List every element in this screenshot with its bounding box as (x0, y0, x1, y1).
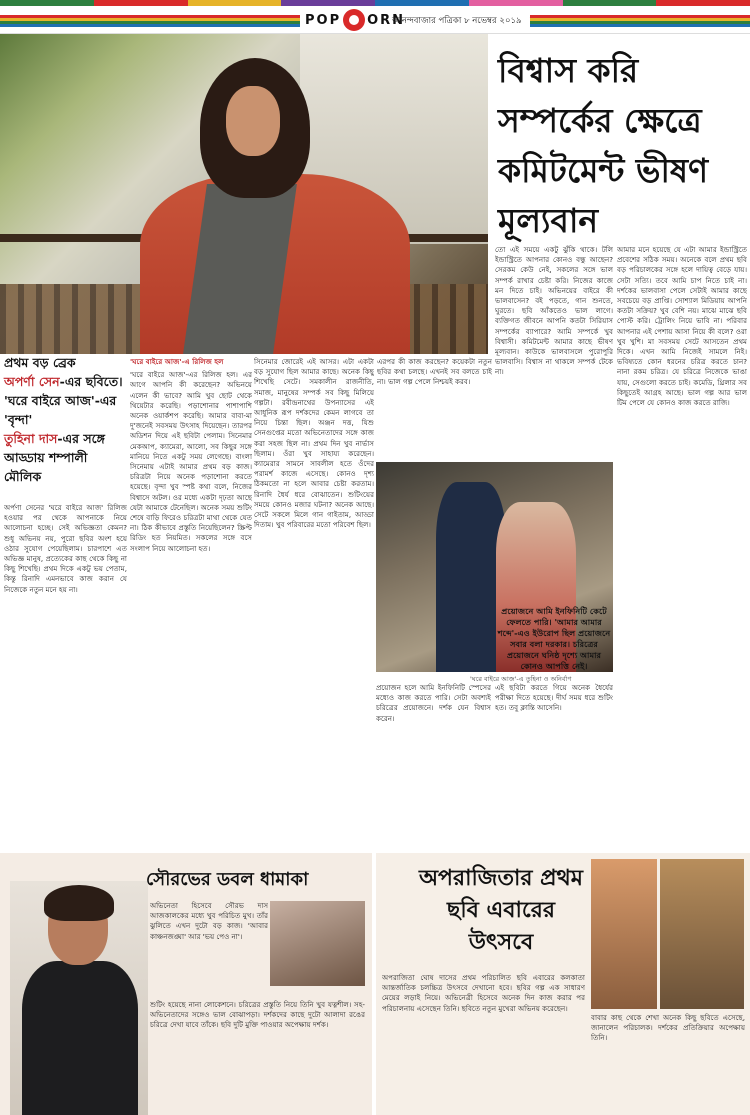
masthead-stripes-left (0, 15, 300, 27)
body-column-6 (617, 245, 747, 845)
panel-sourav-text-2 (150, 1000, 365, 1112)
panel-aparajita-photo-2 (660, 859, 744, 1009)
body-column-5 (495, 245, 613, 605)
film-still-caption: 'ঘরে বাইরে আজ'-এ তুহিনা ও অনির্বাণ (470, 675, 572, 683)
body-column-4 (377, 357, 492, 459)
body-text-1: অর্পণা সেনের 'ঘরে বাইরে আজ' রিলিজ হওয়ার পর থেকে আপনাকে নিয়ে আলোচনা হচ্ছে। সেই অভিজ্ঞতা কেমন? শুধু অভিনয় নয়, পুরো ছবির অংশ হয়ে ওঠার সুযোগ পেয়েছিলাম। চারপাশে এত অভিজ্ঞ মানুষ, প্রত্যেকের কাছ থেকে কিছু না কিছু শিখেছি। প্রথম দিকে একটু ভয় পেতাম, কিন্তু রিনাদি এমনভাবে কাজ করান যে নিজেকে নতুন মনে হয় না। (4, 503, 127, 594)
pull-quote: প্রয়োজনে আমি ইনফিনিটি কেটে ফেলতে পারি। 'আমার আমার শব্দে'-এও ইউরোপ ছিল প্রয়োজনে সবার বলা দরকার। চরিত্রের প্রয়োজনে ঘনিষ্ঠ দৃশ্যে আমার কোনও আপত্তি নেই। (497, 606, 611, 671)
panel-sourav-text-1 (150, 901, 268, 997)
body-text-3: সিনেমার জোরেই এই আসর। এটা একটা বড় সুযোগ ছিল আমার কাছে। অনেক কিছু শিখেছি সেটে। সমকালীন রাজনীতি, সমাজ, মানুষের সম্পর্ক সব কিছু মিলিয়ে গল্পটা। রবীন্দ্রনাথের উপন্যাসের এই আধুনিক রূপ দর্শকদের কেমন লাগবে তা নিয়ে চিন্তা ছিল। অঞ্জন দত্ত, যিশু সেনগুপ্তের মতো অভিনেতাদের সঙ্গে কাজ করা সহজ ছিল না। প্রথম দিন খুব নার্ভাস ছিলাম। ওঁরা খুব সাহায্য করেছেন। ক্যামেরার সামনে সাবলীল হতে ওঁদের পরামর্শ কাজে এসেছে। কোনও দৃশ্য ঠিকমতো না হলে আবার চেষ্টা করতাম। রিনাদি ধৈর্য ধরে বোঝাতেন। শুটিংয়ের সময়ে কোনও মজার ঘটনা? অনেক আছে। সেটে সকলে মিলে গান গাইতাম, আড্ডা দিতাম। খুব পরিবারের মতো পরিবেশ ছিল। (254, 357, 374, 530)
intro-name-tuhina: তুহিনা দাস (4, 431, 58, 446)
popcorn-logo-icon (343, 9, 365, 31)
body-column-3 (254, 357, 374, 842)
body-lead-in: 'ঘরে বাইরে আজ'-এ রিলিজ হল (130, 357, 224, 366)
panel-sourav-para-2: শুটিং হয়েছে নানা লোকেশনে। চরিত্রের প্রস্তুতি নিয়ে তিনি খুব যত্নশীল। সহ-অভিনেতাদের সঙ্গেও ভাল বোঝাপড়া। দর্শকদের কাছে দুটো আলাদা রঙের চরিত্রে দেখা যাবে তাঁকে। ছবি দুটি মুক্তি পাওয়ার অপেক্ষায় দর্শক। (150, 1000, 365, 1030)
popcorn-logo[interactable] (305, 8, 405, 32)
panel-sourav-inset-photo (270, 901, 365, 986)
body-text-5: তো এই সময়ে একটু ঝুঁকি থাকে। টলি ইন্ডাস্ট্রিতে আপনার কোনও বন্ধু আছেন? সেরকম কেউ নেই, সকলের সঙ্গে ভাল সম্পর্ক রাখার চেষ্টা করি। নিজের কাজে মন দিতে চাই। অভিনয়ের বাইরে কী ভালবাসেন? বই পড়তে, গান শুনতে, ঘুরতে। ছবি আঁকতেও ভাল লাগে। ব্যক্তিগত জীবনে আপনি কতটা সিরিয়াস সম্পর্কের ব্যাপারে? আমি সম্পর্কে খুব বিশ্বাসী। কমিটমেন্ট আমার কাছে ভীষণ মূল্যবান। কাউকে ভালবাসলে পুরোপুরি ভালবাসি। বিশ্বাস না থাকলে সম্পর্ক টেকে না। (495, 245, 613, 377)
headline: বিশ্বাস করি সম্পর্কের ক্ষেত্রে কমিটমেন্ট ভীষণ মূল্যবান (498, 51, 709, 240)
intro-line1: প্রথম বড় ব্রেক (4, 355, 76, 370)
panel-aparajita-text-2 (591, 1013, 745, 1113)
body-column-2 (130, 357, 252, 842)
body-column-1 (4, 503, 127, 843)
panel-aparajita-photo-1 (591, 859, 657, 1009)
intro-name-aparna: অপর্ণা সেন (4, 374, 60, 389)
panel-sourav-title: সৌরভের ডবল ধামাকা (146, 869, 309, 890)
lead-photo (0, 34, 488, 354)
panel-aparajita (376, 853, 750, 1115)
body-column-7 (376, 683, 491, 843)
panel-aparajita-title: অপরাজিতার প্রথম ছবি এবারের উৎসবে (419, 866, 583, 955)
masthead-stripes-right (530, 15, 750, 27)
logo-text-right: ORN (367, 12, 406, 28)
intro-line3: -এর সঙ্গে আড্ডায় শম্পালী মৌলিক (4, 431, 105, 484)
body-text-8: এই ছবিটা করতে গিয়ে অনেক ধৈর্যের পরীক্ষা দিতে হয়েছে। দীর্ঘ সময় ধরে শুটিং হত। তবু ক্লান্তি আসেনি। (495, 683, 613, 713)
sourav-photo (10, 881, 148, 1115)
panel-aparajita-para-2: বাবার কাছ থেকে শেখা অনেক কিছু ছবিতে এসেছে, জানালেন পরিচালক। দর্শকের প্রতিক্রিয়ার অপেক্ষায় তিনি। (591, 1013, 745, 1043)
dateline-text: আনন্দবাজার পত্রিকা ৮ নভেম্বর ২০১৯ (392, 16, 522, 26)
body-text-4: এরপর কী কাজ করছেন? কয়েকটা নতুন ছবির কথা চলছে। এখনই সব বলতে চাই না। ভাল গল্প পেলে নিশ্চয়ই করব। (377, 357, 492, 387)
panel-aparajita-para-1: অপরাজিতা ঘোষ দাসের প্রথম পরিচালিত ছবি এবারের কলকাতা আন্তর্জাতিক চলচ্চিত্র উৎসবে দেখানো হবে। ছবির গল্প এক সাধারণ মেয়ের লড়াই নিয়ে। অভিনেত্রী হিসেবে অনেক দিন কাজ করার পর পরিচালনায় এসেছেন তিনি। ছবিতে নতুন মুখেরা অভিনয় করেছেন। (382, 973, 585, 1013)
body-text-7: প্রয়োজন হলে আমি ইনফিনিটি স্পেসের মধ্যেও কাজ করতে পারি। সেটা অবশ্যই চরিত্রের প্রয়োজনে। দর্শক যেন বিশ্বাস করেন। (376, 683, 491, 723)
body-text-6: আমার মনে হয়েছে যে এটা আমার ইন্ডাস্ট্রিতে প্রবেশের সঠিক সময়। অনেকে বলে প্রথম ছবি বড় পরিচালকের সঙ্গে হলে দায়িত্ব বেড়ে যায়। সেটা সত্যি। তবে আমি চাপ নিতে চাই না। দর্শকের ভালবাসা পেলে সেটাই আমার কাছে সবচেয়ে বড় প্রাপ্তি। সোশ্যাল মিডিয়ায় আপনি কতটা সক্রিয়? খুব বেশি নয়। মাঝে মাঝে ছবি পোস্ট করি। ট্রোলিং নিয়ে ভাবি না। পরিবার আপনার এই পেশায় আসা নিয়ে কী বলে? ওরা খুব খুশি। মা সবসময় সেটে আসতেন প্রথম দিকে। এখন আমি নিজেই সামলে নিই। ভবিষ্যতে কোন ধরনের চরিত্র করতে চান? নানা রকম চরিত্র। যে চরিত্রে নিজেকে ভাঙা যায়, সেগুলো করতে চাই। কমেডি, থ্রিলার সব কিছুতেই আগ্রহ আছে। ভাল গল্প আর ভাল টিম পেলে যে কোনও কাজ করতে রাজি। (617, 245, 747, 408)
masthead (0, 6, 750, 34)
dateline (392, 14, 536, 28)
body-text-2: 'ঘরে বাইরে আজ'-এর রিলিজ হল। এর আগে আপনি কী করেছেন? অভিনয়ে এলেন কী ভাবে? আমি খুব ছোট থেকে থিয়েটার করেছি। পড়াশোনার পাশাপাশি অনেক ওয়ার্কশপ করেছি। আমার বাবা-মা দু'জনেই সবসময় উৎসাহ দিয়েছেন। তারপর অডিশন দিয়ে এই ছবিটা পেলাম। সিনেমার মেকআপ, ক্যামেরা, আলো, সব কিছুর সঙ্গে মানিয়ে নিতে একটু সময় লেগেছে। বাংলা সিনেমায় এটাই আমার প্রথম বড় কাজ। চরিত্রটা নিয়ে অনেক পড়াশোনা করতে হয়েছে। বৃন্দা খুব স্পষ্ট কথা বলে, নিজের বিশ্বাসে অটল। ওর মধ্যে একটা দৃঢ়তা আছে যেটা আমাকে টেনেছিল। অনেক সময় শুটিং শেষে বাড়ি ফিরেও চরিত্রটা মাথা থেকে যেত না। ঠিক কীভাবে প্রস্তুতি নিয়েছিলেন? স্ক্রিপ্ট রিডিং হত নিয়মিত। সকলের সঙ্গে বসে সংলাপ নিয়ে আলোচনা হত। (130, 370, 252, 553)
panel-sourav-para-1: অভিনেতা হিসেবে সৌরভ দাস আজকালকের মধ্যে খুব পরিচিত মুখ। তাঁর ঝুলিতে এখন দুটো বড় কাজ। 'আবার কাঞ্চনজঙ্ঘা' আর 'ভয় পেও না'। (150, 901, 268, 941)
intro-line2: -এর ছবিতে। 'ঘরে বাইরে আজ'-এর 'বৃন্দা' (4, 374, 123, 427)
body-column-8 (495, 683, 613, 843)
panel-sourav (0, 853, 372, 1115)
logo-text-left: POP (305, 12, 342, 28)
panel-aparajita-text-1 (382, 973, 585, 1113)
headline-box (488, 40, 750, 250)
